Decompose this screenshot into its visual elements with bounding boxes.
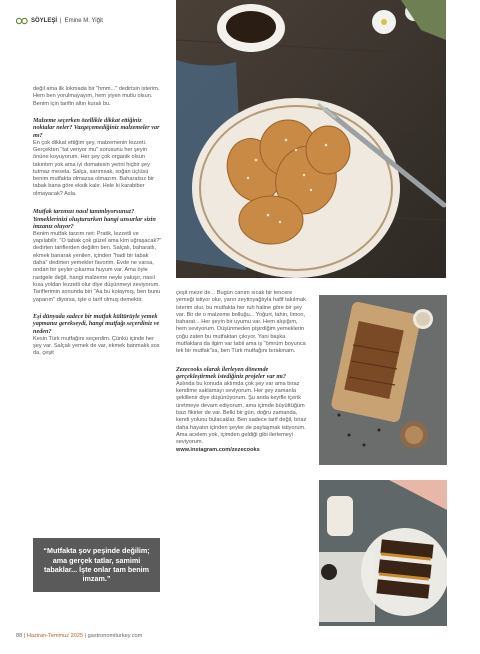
instagram-link[interactable]: www.instagram.com/zezecooks bbox=[176, 446, 260, 453]
answer-3-continued: çeşit meze de... Bugün canım sıcak bir tencere yemeği istiyor olur, yarın zeytinyağlıyla hafif takılmak isterim olur, bu mutfakta her ruh haline göre bir şey var. Bir de o malzeme bolluğu... Yoğurt, tahin, limon, baharat... Her şeyin bir uyumu var. Hem alışığım, hem seviyorum. Düşünmeden pişirdiğim yemeklerin çoğu zaten bu mutfaktan çıkıyor. Yani başka mutfaklara da ilgim var tabii ama iş "ömrüm boyunca tek bir mutfak"sa, ben Türk mutfağını bırakmam. bbox=[176, 290, 306, 355]
question-2: Mutfak tarzınızı nasıl tanımlıyorsunuz? Yemeklerinizi oluştururken hangi unsurlar sizin imzanız oluyor? bbox=[33, 208, 156, 231]
magazine-logo-icon bbox=[16, 17, 28, 25]
answer-1: En çok dikkat ettiğim şey, malzemenin lezzeti. Gerçekten "tat veriyor mu" sorusunu her şeyin önüne koyuyorum. Her şey çok organik olsun takıntım yok ama iyi domatesin yerini hiçbir şey tutmaz mesela. Salça, sarımsak, soğan üçlüsü benim mutfakta olmazsa olmazım. Baharatsız bir tabak bana göre eksik kalır. Hele ki karabiber olmayacak? Asla. bbox=[33, 139, 154, 197]
snack-bars-board-photo bbox=[319, 295, 447, 465]
page-header bbox=[16, 17, 103, 25]
text-column-right bbox=[176, 290, 308, 454]
page-footer bbox=[16, 633, 142, 639]
author-name: Emine M. Yiğit bbox=[64, 18, 103, 24]
text-column-left bbox=[33, 86, 163, 357]
footer-separator: | bbox=[84, 633, 87, 639]
website-link[interactable]: gastronomiturkey.com bbox=[87, 633, 143, 639]
question-3: Eşi dünyada sadece bir mutfak kültürüyle yemek yapmanız gerekseydi, hangi mutfağı seçerdiniz ve neden? bbox=[33, 312, 160, 335]
question-1: Malzeme seçerken özellikle dikkat ettiğiniz noktalar neler? Vazgeçemediğiniz malzemeler var mı? bbox=[33, 116, 160, 140]
page-number: 88 bbox=[16, 633, 23, 639]
intro-paragraph: değil ama ilk lokmada bir "hmm..." dedirtsin isterim. Hem ben yorulmayayım, hem yiyen mutlu olsun. Benim için tarifin altın kuralı bu. bbox=[33, 86, 160, 107]
header-separator: | bbox=[60, 18, 62, 24]
dessert-plate-photo bbox=[319, 480, 447, 626]
section-label: SÖYLEŞİ bbox=[31, 18, 58, 24]
answer-2: Benim mutfak tarzım net: Pratik, lezzetli ve yapılabilir. "O tabak çok güzel ama kim uğraşacak?" dedirten tariflerden değilim ben. Salçalı, baharatlı, ekmek banarak yenilen, içinden "hadi bir tabak daha" dedirten yemekler favorim. Evde ne varsa, ondan bir şeyler çıkarma huyum var. Ama öyle rastgele değil, hangi malzeme neyle yakışır, nasıl kısa yoldan lezzetli olur diye düşünmeyi seviyorum. Tariflerimin sonunda biri "Aa bu kolaymış, ben bunu yaparım" diyorsa, işte o tarif olmuş demektir. bbox=[33, 230, 162, 303]
footer-separator: | bbox=[23, 633, 26, 639]
answer-4: Aslında bu konuda aklımda çok şey var ama biraz kendime saklamayı seviyorum. Her şey zamanla şekillenir diye düşünüyorum. Şu anda keyifle içerik üretmeye devam ediyorum, ama içimde büyüttüğüm bazı fikirler de var. Belki bir gün, doğru zamanda, kendi yolunu bulacaklar. Ben sadece tarif değil, biraz daha hayatın içinden şeyler de paylaşmak istiyorum. Ama acelem yok, içimden geldiği gibi ilerlemeyi seviyorum. bbox=[176, 380, 307, 446]
pull-quote-text: “Mutfakta şov peşinde değilim; ama gerçek tatlar, samimi tabaklar... İşte onlar tam benim imzam.” bbox=[43, 546, 150, 584]
question-4: Zezecooks olarak ilerleyen dönemde gerçekleştirmek istediğiniz projeler var mı? bbox=[176, 365, 286, 381]
pastry-plate-photo bbox=[176, 0, 446, 278]
answer-3: Kesin Türk mutfağını seçerdim. Çünkü içinde her şey var. Salçalı yemek de var, ekmek banmalık sos da, çeşit bbox=[33, 335, 160, 357]
issue-date: Haziran-Temmuz 2025 bbox=[26, 633, 84, 639]
pull-quote bbox=[33, 538, 160, 592]
